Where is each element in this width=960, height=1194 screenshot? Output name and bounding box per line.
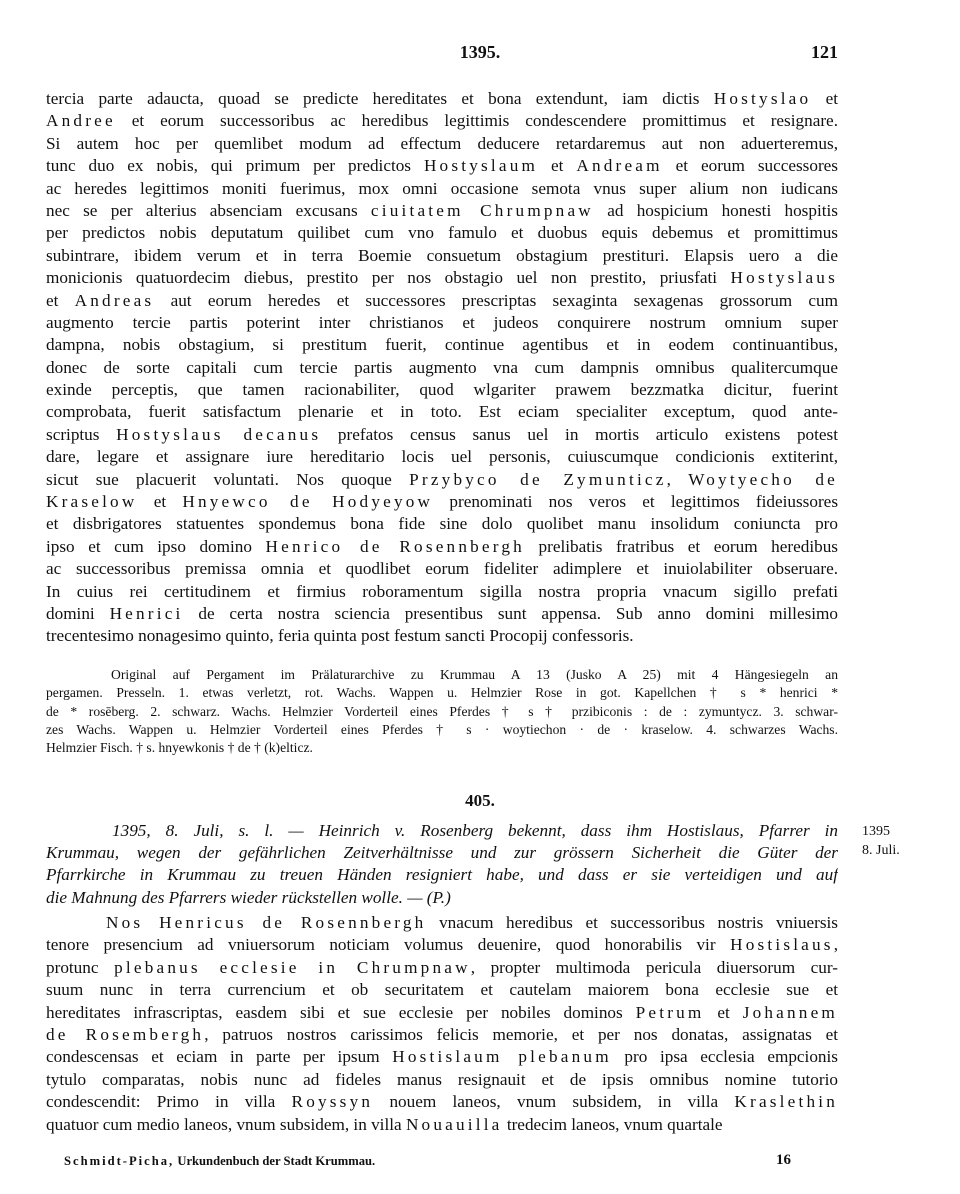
spaced-name: Henrici xyxy=(109,603,184,623)
text-line xyxy=(46,469,838,491)
text-run: et eorum successores xyxy=(662,156,838,176)
spaced-name: Hostislaus xyxy=(730,935,834,955)
spaced-name: Nouauilla xyxy=(405,1114,503,1134)
text-run: tercia parte adaucta, quoad se predicte hereditates et bona extendunt, iam dictis xyxy=(46,89,714,108)
note-line: de * rosēberg. 2. schwarz. Wachs. Helmzier Vorderteil eines Pferdes † s † przibiconis : de : zymuntycz. 3. schwar- xyxy=(46,703,838,719)
footer-title: Urkundenbuch der Stadt Krummau. xyxy=(174,1154,376,1168)
text-line xyxy=(46,581,838,603)
text-line xyxy=(46,536,838,558)
document-number: 405. xyxy=(465,791,495,810)
text-run: hereditates infrascriptas, easdem sibi et sue ecclesie per nobiles dominos xyxy=(46,1002,636,1022)
text-line xyxy=(46,1114,838,1136)
text-run: condescendit: Primo in villa xyxy=(46,1092,292,1112)
archival-note xyxy=(46,666,838,757)
text-run: aut eorum heredes et successores prescriptas sexaginta sexagenas grossorum cum xyxy=(154,290,838,310)
spaced-name: plebanus ecclesie in Chrumpnaw xyxy=(114,957,471,977)
note-line: pergamen. Presseln. 1. etwas verletzt, rot. Wachs. Wappen u. Helmzier Rose in got. Kapellchen † s * henrici * xyxy=(46,685,838,701)
text-run: sicut sue placuerit voluntati. Nos quoque xyxy=(46,469,410,489)
text-run: et xyxy=(811,89,838,108)
regest-line: die Mahnung des Pfarrers wieder rückstellen wolle. — (P.) xyxy=(46,887,451,907)
spaced-name: ciuitatem Chrumpnaw xyxy=(370,200,594,220)
text-run: et xyxy=(46,290,75,310)
text-run: , xyxy=(666,469,689,489)
spaced-name: Kraslethin xyxy=(734,1092,838,1112)
text-run: prelibatis fratribus et eorum heredibus xyxy=(524,536,838,556)
text-run: nouem laneos, vnum subsidem, in villa xyxy=(373,1092,735,1112)
text-line xyxy=(46,133,838,155)
text-block-2 xyxy=(46,912,838,1136)
text-run: augmento tercie partis poterint inter christianos et judeos conquirere nostrum omnium super xyxy=(46,312,838,332)
text-run: tytulo comparatas, nobis nunc ad fideles manus resignauit et de ipsis omnibus nomine tutorio xyxy=(46,1069,838,1089)
text-run: vnacum heredibus et successoribus nostris vniuersis xyxy=(426,913,838,932)
text-line xyxy=(46,334,838,356)
text-run: et xyxy=(538,156,577,176)
text-run: prefatos census sanus uel in mortis articulo existens potest xyxy=(321,424,838,444)
header-year: 1395. xyxy=(459,42,501,62)
text-run: per predictos nobis deputatum quilibet cum vno famulo et duobus equis debemus et promittimus xyxy=(46,223,838,243)
text-run: quatuor cum medio laneos, vnum subsidem, in villa xyxy=(46,1114,406,1134)
spaced-name: Kraselow xyxy=(46,492,138,512)
text-run: nec se per alterius absenciam excusans xyxy=(46,200,371,220)
spaced-name: Henrico de Rosennbergh xyxy=(265,536,525,556)
text-run: ac successoribus premissa omnia et quodlibet eorum fideliter adimplere et inuiolabiliter obseruare. xyxy=(46,559,838,579)
text-line xyxy=(46,88,838,110)
spaced-name: Johannem xyxy=(742,1002,838,1022)
spaced-name: Andree xyxy=(46,111,116,131)
text-run: tenore presencium ad vniuersorum noticiam volumus deuenire, quod honorabilis vir xyxy=(46,935,731,955)
text-run: prenominati nos veros et legittimos fideiussores xyxy=(433,492,838,512)
text-line xyxy=(46,357,838,379)
text-run: comprobata, fuerit satisfactum plenarie et in toto. Est eciam specialiter exceptum, quod ante- xyxy=(46,402,838,422)
note-line: Helmzier Fisch. † s. hnyewkonis † de † (k)elticz. xyxy=(46,740,313,756)
text-line xyxy=(46,957,838,979)
text-line xyxy=(46,155,838,177)
note-line: zes Wachs. Wappen u. Helmzier Vorderteil eines Pferdes † s · woytiechon · de · kraselow. 4. schwarzes Wachs. xyxy=(46,721,838,737)
text-line xyxy=(46,379,838,401)
text-line xyxy=(46,178,838,200)
text-line xyxy=(46,267,838,289)
text-line xyxy=(46,513,838,535)
spaced-name: Petrum xyxy=(635,1002,705,1022)
text-line xyxy=(46,625,838,647)
text-run: subintrare, ibidem verum et in terra Boemie consuetum obstagium prestituri. Elapsis uero a die xyxy=(46,245,838,265)
spaced-name: Royssyn xyxy=(291,1092,374,1112)
text-run: protunc xyxy=(46,957,115,977)
text-run: pro ipsa ecclesia empcionis xyxy=(611,1047,838,1067)
spaced-name: Przybyco de Zymunticz xyxy=(409,469,667,489)
text-line xyxy=(46,491,838,513)
text-line xyxy=(46,312,838,334)
text-run: et xyxy=(704,1002,743,1022)
text-run: et xyxy=(137,492,183,512)
text-line xyxy=(46,110,838,132)
text-run: dampna, nobis obstagium, si prestitum fuerit, continue agentibus et in eodem continuantibus, xyxy=(46,335,838,355)
spaced-name: Woytyecho de xyxy=(688,469,838,489)
text-run: tredecim laneos, vnum quartale xyxy=(502,1114,723,1134)
text-line xyxy=(46,1046,838,1068)
spaced-name: Andreas xyxy=(74,290,155,310)
text-run: ipso et cum ipso domino xyxy=(46,536,266,556)
text-line xyxy=(46,446,838,468)
text-run: condescensas et eciam in parte per ipsum xyxy=(46,1047,393,1067)
text-run: monicionis quatuordecim diebus, prestito per nos obstagio uel non prestito, priusfati xyxy=(46,268,731,288)
text-line xyxy=(46,424,838,446)
text-line xyxy=(46,979,838,1001)
footer-author: Schmidt-Picha, xyxy=(64,1154,175,1168)
text-line xyxy=(46,1069,838,1091)
text-run: ac heredes legittimos moniti fuerimus, mox omni occasione semota vnus super alium non iudicans xyxy=(46,178,838,198)
text-line xyxy=(46,934,838,956)
spaced-name: Hostislaum plebanum xyxy=(392,1047,612,1067)
text-run: scriptus xyxy=(46,424,117,444)
spaced-name: Hnyewco de Hodyeyow xyxy=(182,492,434,512)
text-run: , propter multimoda pericula diuersorum cur- xyxy=(470,957,838,977)
regest-line: 1395, 8. Juli, s. l. — Heinrich v. Rosenberg bekennt, dass ihm Hostislaus, Pfarrer in xyxy=(112,821,838,840)
regest-line: Pfarrkirche in Krummau zu treuen Händen resigniert habe, und dass er sie verteidigen und auf xyxy=(46,865,838,885)
spaced-name: Hostyslaum xyxy=(423,156,539,176)
text-run: suum nunc in terra currencium et ob securitatem et cautelam maiorem bona ecclesie sue et xyxy=(46,980,838,1000)
spaced-name: Hostyslaus xyxy=(730,268,838,288)
text-run: exinde perceptis, que tamen racionabiliter, quod wlgariter prawem bezzmatka dicitur, fuerint xyxy=(46,380,838,400)
text-run: et eorum successoribus ac heredibus legittimis condescendere promittimus et resignare. xyxy=(115,111,838,131)
spaced-name: Andream xyxy=(576,156,663,176)
text-line xyxy=(46,200,838,222)
text-run: , patruos nostros carissimos felicis memorie, et per nos donatas, assignatas et xyxy=(204,1024,838,1044)
text-line xyxy=(46,912,838,934)
spaced-name: Nos Henricus de Rosennbergh xyxy=(106,913,427,932)
text-run: donec de sorte capitali cum tercie partis augmento vna cum dampnis omnibus qualitercumque xyxy=(46,357,838,377)
text-run: et disbrigatores statuentes spondemus bona fide sine dolo quolibet manu insolidum coniuncta pro xyxy=(46,514,838,534)
text-line xyxy=(46,245,838,267)
spaced-name: Hostyslao xyxy=(713,89,812,108)
text-line xyxy=(46,222,838,244)
margin-date xyxy=(862,822,900,860)
spaced-name: de Rosembergh xyxy=(46,1024,205,1044)
text-run: de certa nostra sciencia presentibus sunt appensa. Sub anno domini millesimo xyxy=(183,603,838,623)
text-run: In cuius rei certitudinem et firmius roboramentum sigilla nostra propria vnacum sigillo prefati xyxy=(46,581,838,601)
footer-source xyxy=(64,1154,375,1169)
margin-day: 8. Juli. xyxy=(862,843,900,858)
footer-signature: 16 xyxy=(776,1152,791,1168)
margin-year: 1395 xyxy=(862,824,890,839)
text-block-1 xyxy=(46,88,838,648)
text-run: domini xyxy=(46,603,110,623)
text-run: trecentesimo nonagesimo quinto, feria quinta post festum sancti Procopij confessoris. xyxy=(46,626,634,646)
text-line xyxy=(46,1002,838,1024)
regest-summary xyxy=(46,820,838,909)
text-run: Si autem hoc per quemlibet modum ad effectum deducere retardaremus aut non aduerteremus, xyxy=(46,133,838,153)
text-run: tunc duo ex nobis, qui primum per predictos xyxy=(46,156,424,176)
text-line xyxy=(46,603,838,625)
regest-line: Krummau, wegen der gefährlichen Zeitverhältnisse und zur grössern Sicherheit die Güter der xyxy=(46,843,838,863)
text-line xyxy=(46,1091,838,1113)
text-line xyxy=(46,401,838,423)
text-line xyxy=(46,290,838,312)
text-run: , xyxy=(833,935,838,955)
spaced-name: Hostyslaus decanus xyxy=(116,424,322,444)
text-run: dare, legare et assignare iure hereditario locis uel personis, cuiuscumque condicionis extiterint, xyxy=(46,447,838,467)
text-run: ad hospicium honesti hospitis xyxy=(593,200,838,220)
page-number: 121 xyxy=(811,42,838,62)
note-line: Original auf Pergament im Prälaturarchive zu Krummau A 13 (Jusko A 25) mit 4 Hängesiegeln an xyxy=(111,667,838,682)
text-line xyxy=(46,1024,838,1046)
text-line xyxy=(46,558,838,580)
